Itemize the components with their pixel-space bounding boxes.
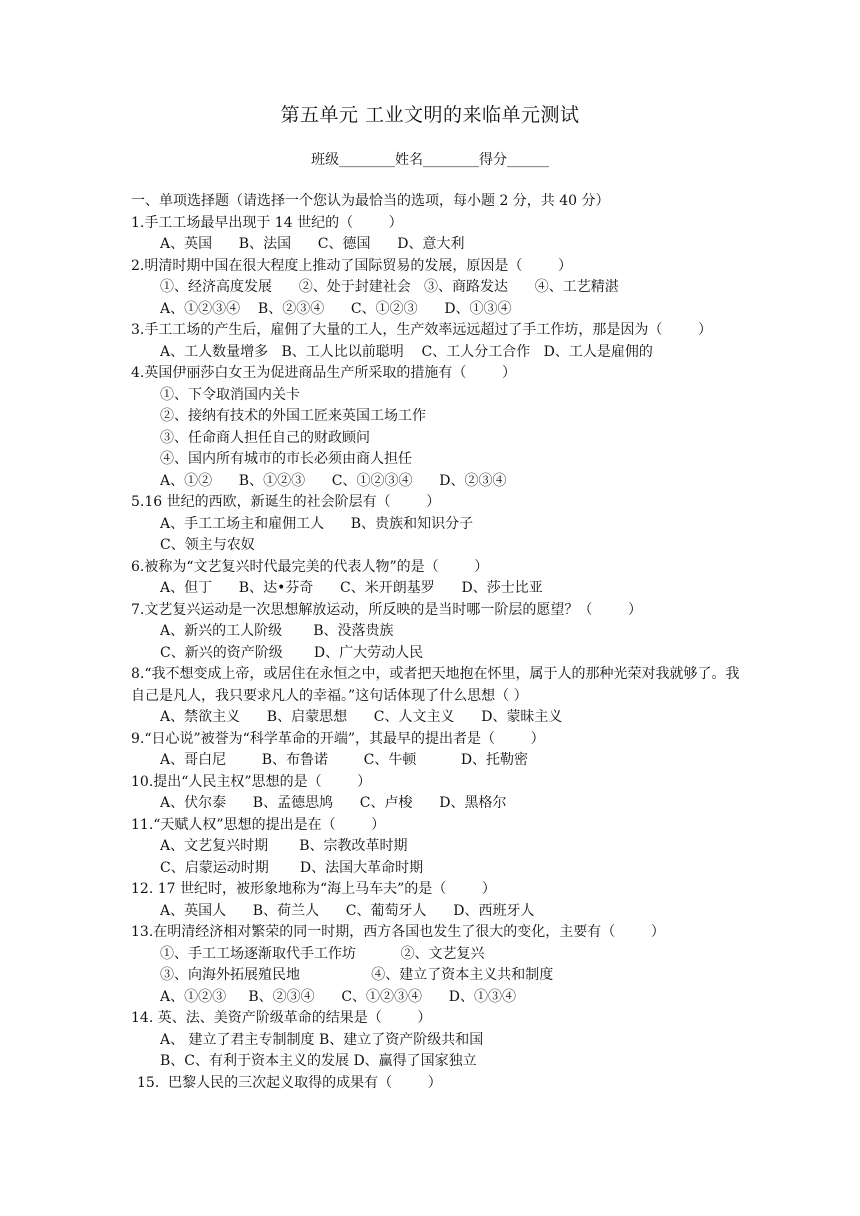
question-option-line: A、①② B、①②③ C、①②③④ D、②③④ [160,472,507,489]
question-option-line: A、工人数量增多 B、工人比以前聪明 C、工人分工合作 D、工人是雇佣的 [160,343,653,360]
question-stem: 13.在明清经济相对繁荣的同一时期，西方各国也发生了很大的变化，主要有（ ） [131,924,665,940]
question-option-line: A、手工工场主和雇佣工人 B、贵族和知识分子 [160,515,474,532]
question-stem: 4.英国伊丽莎白女王为促进商品生产所采取的措施有（ ） [131,365,516,381]
question-list [131,191,741,1094]
question-option-line: ④、国内所有城市的市长必须由商人担任 [160,451,412,467]
question-stem: 10.提出“人民主权”思想的是（ ） [131,773,372,790]
question-stem: 9.“日心说”被誉为“科学革命的开端”，其最早的提出者是（ ） [131,730,545,747]
question-option-line: A、新兴的工人阶级 B、没落贵族 [160,623,394,639]
question-option-line: A、①②③ B、②③④ C、①②③④ D、①③④ [160,988,516,1005]
question-stem: 15. 巴黎人民的三次起义取得的成果有（ ） [137,1074,442,1091]
question-option-line: C、新兴的资产阶级 D、广大劳动人民 [160,644,424,661]
section-header: 一、单项选择题（请选择一个您认为最恰当的选项，每小题 2 分，共 40 分） [131,193,610,209]
question-option-line: A、禁欲主义 B、启蒙思想 C、人文主义 D、蒙昧主义 [160,709,563,725]
question-option-line: A、英国人 B、荷兰人 C、葡萄牙人 D、西班牙人 [160,902,535,919]
student-info-line: 班级________姓名________得分______ [311,152,549,168]
page-title: 第五单元 工业文明的来临单元测试 [280,104,580,126]
question-stem: 3.手工工场的产生后，雇佣了大量的工人，生产效率远远超过了手工作坊，那是因为（ ） [131,322,712,338]
question-stem: 2.明清时期中国在很大程度上推动了国际贸易的发展，原因是（ ） [131,257,572,274]
question-option-line: ③、任命商人担任自己的财政顾问 [160,429,370,446]
question-option-line: ②、接纳有技术的外国工匠来英国工场工作 [160,408,426,424]
question-stem: 8.“我不想变成上帝，或居住在永恒之中，或者把天地抱在怀里，属于人的那种光荣对我就够了。我自己是凡人，我只要求凡人的幸福。”这句话体现了什么思想（ ） [131,666,740,704]
question-stem: 14. 英、法、美资产阶级革命的结果是（ ） [131,1010,432,1026]
question-stem: 11.“天赋人权”思想的提出是在（ ） [131,816,386,833]
question-option-line: ①、下令取消国内关卡 [160,386,300,403]
question-stem: 12. 17 世纪时，被形象地称为“海上马车夫”的是（ ） [131,881,496,897]
question-option-line: A、伏尔泰 B、孟德思鸠 C、卢梭 D、黑格尔 [160,795,507,811]
question-option-line: A、哥白尼 B、布鲁诺 C、牛顿 D、托勒密 [160,752,529,768]
question-option-line: ①、手工工场逐渐取代手工作坊 ②、文艺复兴 [160,945,485,962]
question-option-line: A、①②③④ B、②③④ C、①②③ D、①③④ [160,300,512,317]
question-stem: 7.文艺复兴运动是一次思想解放运动，所反映的是当时哪一阶层的愿望？（ ） [131,601,642,618]
question-option-line: C、启蒙运动时期 D、法国大革命时期 [160,859,424,876]
question-stem: 6.被称为“文艺复兴时代最完美的代表人物”的是（ ） [131,558,489,575]
question-option-line: B、C、有利于资本主义的发展 D、赢得了国家独立 [160,1053,477,1069]
question-option-line: A、 建立了君主专制制度 B、建立了资产阶级共和国 [160,1031,484,1048]
question-option-line: C、领主与农奴 [160,537,255,553]
question-stem: 1.手工工场最早出现于 14 世纪的（ ） [131,214,403,231]
question-stem: 5.16 世纪的西欧，新诞生的社会阶层有（ ） [131,494,441,510]
question-option-line: ①、经济高度发展 ②、处于封建社会 ③、商路发达 ④、工艺精湛 [160,279,619,295]
question-option-line: A、文艺复兴时期 B、宗教改革时期 [160,838,408,854]
question-option-line: ③、向海外拓展殖民地 ④、建立了资本主义共和制度 [160,967,554,983]
question-option-line: A、英国 B、法国 C、德国 D、意大利 [160,236,465,252]
question-option-line: A、但丁 B、达•芬奇 C、米开朗基罗 D、莎士比亚 [160,580,543,596]
